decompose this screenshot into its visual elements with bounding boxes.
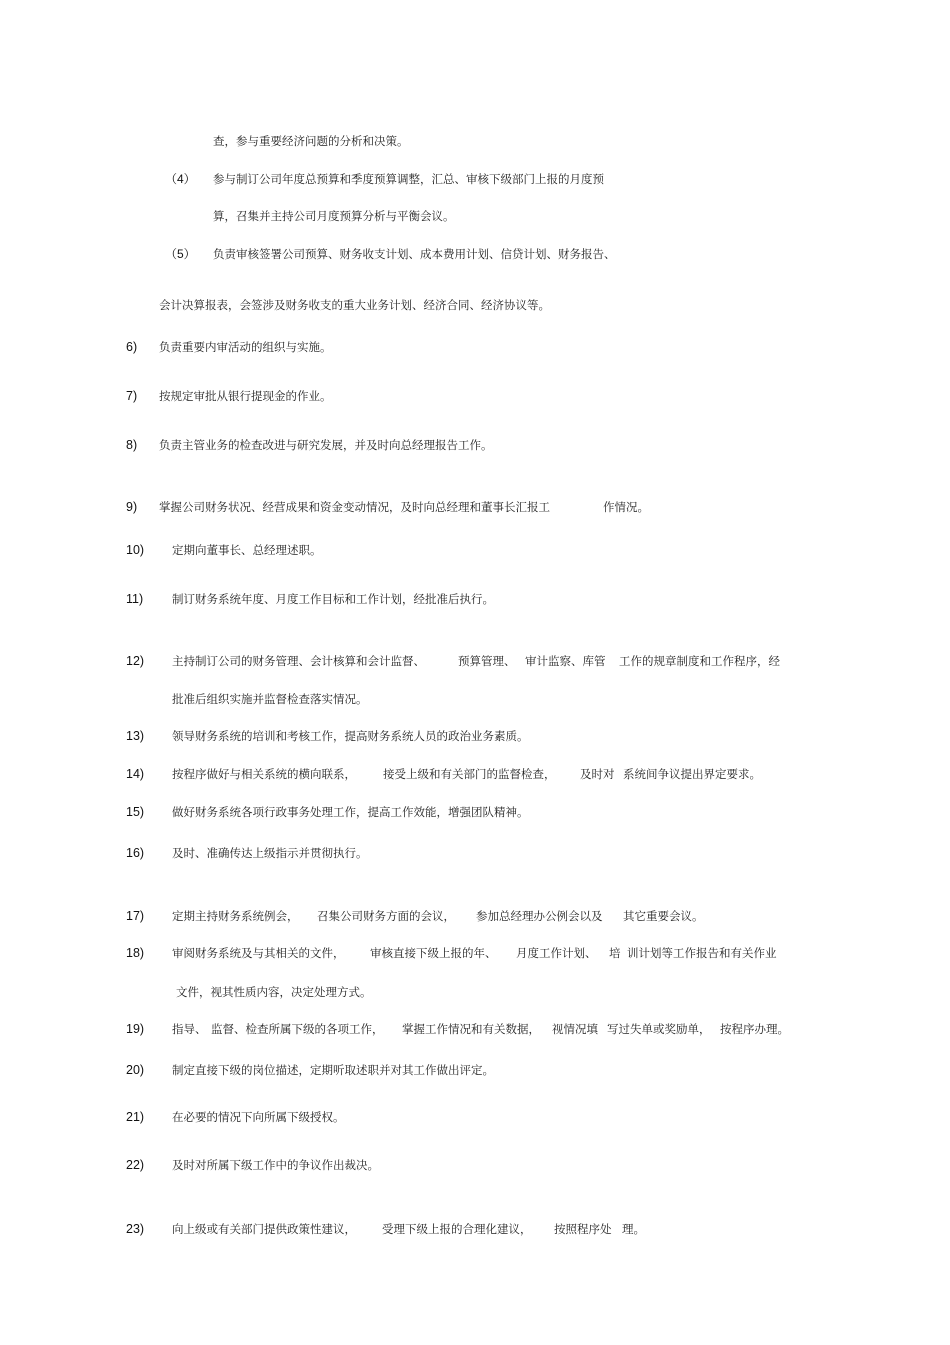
item-number: 17) (126, 909, 145, 923)
item-text: 定期向董事长、总经理述职。 (172, 543, 322, 557)
item-text: 工作的规章制度和工作程序，经 (619, 654, 780, 668)
item-text: 做好财务系统各项行政事务处理工作，提高工作效能，增强团队精神。 (172, 805, 529, 819)
item-number: 8) (126, 438, 138, 452)
item-number: 11) (126, 592, 144, 606)
paragraph-marker: （4） (165, 172, 196, 186)
item-number: 16) (126, 846, 145, 860)
paragraph-line: 负责审核签署公司预算、财务收支计划、成本费用计划、信贷计划、财务报告、 (213, 247, 616, 261)
item-text: 视情况填 (552, 1022, 598, 1036)
item-number: 6) (126, 340, 138, 354)
item-text: 主持制订公司的财务管理、会计核算和会计监督、 (172, 654, 425, 668)
item-text: 监督、检查所属下级的各项工作， (211, 1022, 384, 1036)
item-text: 召集公司财务方面的会议， (317, 909, 455, 923)
item-text: 掌握公司财务状况、经营成果和资金变动情况，及时向总经理和董事长汇报工 (159, 500, 550, 514)
paragraph-marker: （5） (165, 247, 196, 261)
item-number: 7) (126, 389, 138, 403)
item-text: 指导、 (172, 1022, 207, 1036)
paragraph-line: 算，召集并主持公司月度预算分析与平衡会议。 (213, 209, 455, 223)
item-number: 18) (126, 946, 145, 960)
item-text: 按规定审批从银行提现金的作业。 (159, 389, 332, 403)
paragraph-line: 参与制订公司年度总预算和季度预算调整，汇总、审核下级部门上报的月度预 (213, 172, 604, 186)
item-number: 22) (126, 1158, 145, 1172)
item-text: 领导财务系统的培训和考核工作，提高财务系统人员的政治业务素质。 (172, 729, 529, 743)
item-text: 掌握工作情况和有关数据， (402, 1022, 540, 1036)
item-text: 及时、准确传达上级指示并贯彻执行。 (172, 846, 368, 860)
item-text: 文件，视其性质内容，决定处理方式。 (176, 985, 372, 999)
item-text: 及时对所属下级工作中的争议作出裁决。 (172, 1158, 379, 1172)
item-number: 12) (126, 654, 145, 668)
item-number: 23) (126, 1222, 145, 1236)
item-number: 21) (126, 1110, 145, 1124)
item-number: 9) (126, 500, 138, 514)
item-text: 其它重要会议。 (623, 909, 704, 923)
item-text: 接受上级和有关部门的监督检查， (383, 767, 556, 781)
item-text: 在必要的情况下向所属下级授权。 (172, 1110, 345, 1124)
item-text: 系统间争议提出界定要求。 (623, 767, 761, 781)
item-text: 负责重要内审活动的组织与实施。 (159, 340, 332, 354)
item-number: 19) (126, 1022, 145, 1036)
item-number: 10) (126, 543, 145, 557)
item-text: 按程序做好与相关系统的横向联系， (172, 767, 356, 781)
item-text: 负责主管业务的检查改进与研究发展，并及时向总经理报告工作。 (159, 438, 493, 452)
item-text: 批准后组织实施并监督检查落实情况。 (172, 692, 368, 706)
item-text: 及时对 (580, 767, 615, 781)
item-text: 制订财务系统年度、月度工作目标和工作计划，经批准后执行。 (172, 592, 494, 606)
item-text: 受理下级上报的合理化建议， (382, 1222, 532, 1236)
item-text: 按程序办理。 (720, 1022, 789, 1036)
item-number: 14) (126, 767, 145, 781)
item-text: 向上级或有关部门提供政策性建议， (172, 1222, 356, 1236)
item-text: 作情况。 (603, 500, 649, 514)
item-text: 写过失单或奖励单， (607, 1022, 711, 1036)
item-text: 审计监察、库管 (525, 654, 606, 668)
paragraph-line: 查，参与重要经济问题的分析和决策。 (213, 134, 409, 148)
item-number: 20) (126, 1063, 145, 1077)
item-text: 预算管理、 (458, 654, 516, 668)
item-text: 训计划等工作报告和有关作业 (627, 946, 777, 960)
item-text: 定期主持财务系统例会， (172, 909, 299, 923)
item-number: 15) (126, 805, 145, 819)
item-text: 制定直接下级的岗位描述，定期听取述职并对其工作做出评定。 (172, 1063, 494, 1077)
item-number: 13) (126, 729, 145, 743)
item-text: 参加总经理办公例会以及 (476, 909, 603, 923)
item-text: 审核直接下级上报的年、 (370, 946, 497, 960)
paragraph-line: 会计决算报表，会签涉及财务收支的重大业务计划、经济合同、经济协议等。 (159, 298, 550, 312)
item-text: 按照程序处 (554, 1222, 612, 1236)
item-text: 月度工作计划、 (516, 946, 597, 960)
item-text: 培 (609, 946, 621, 960)
item-text: 理。 (622, 1222, 645, 1236)
item-text: 审阅财务系统及与其相关的文件， (172, 946, 345, 960)
